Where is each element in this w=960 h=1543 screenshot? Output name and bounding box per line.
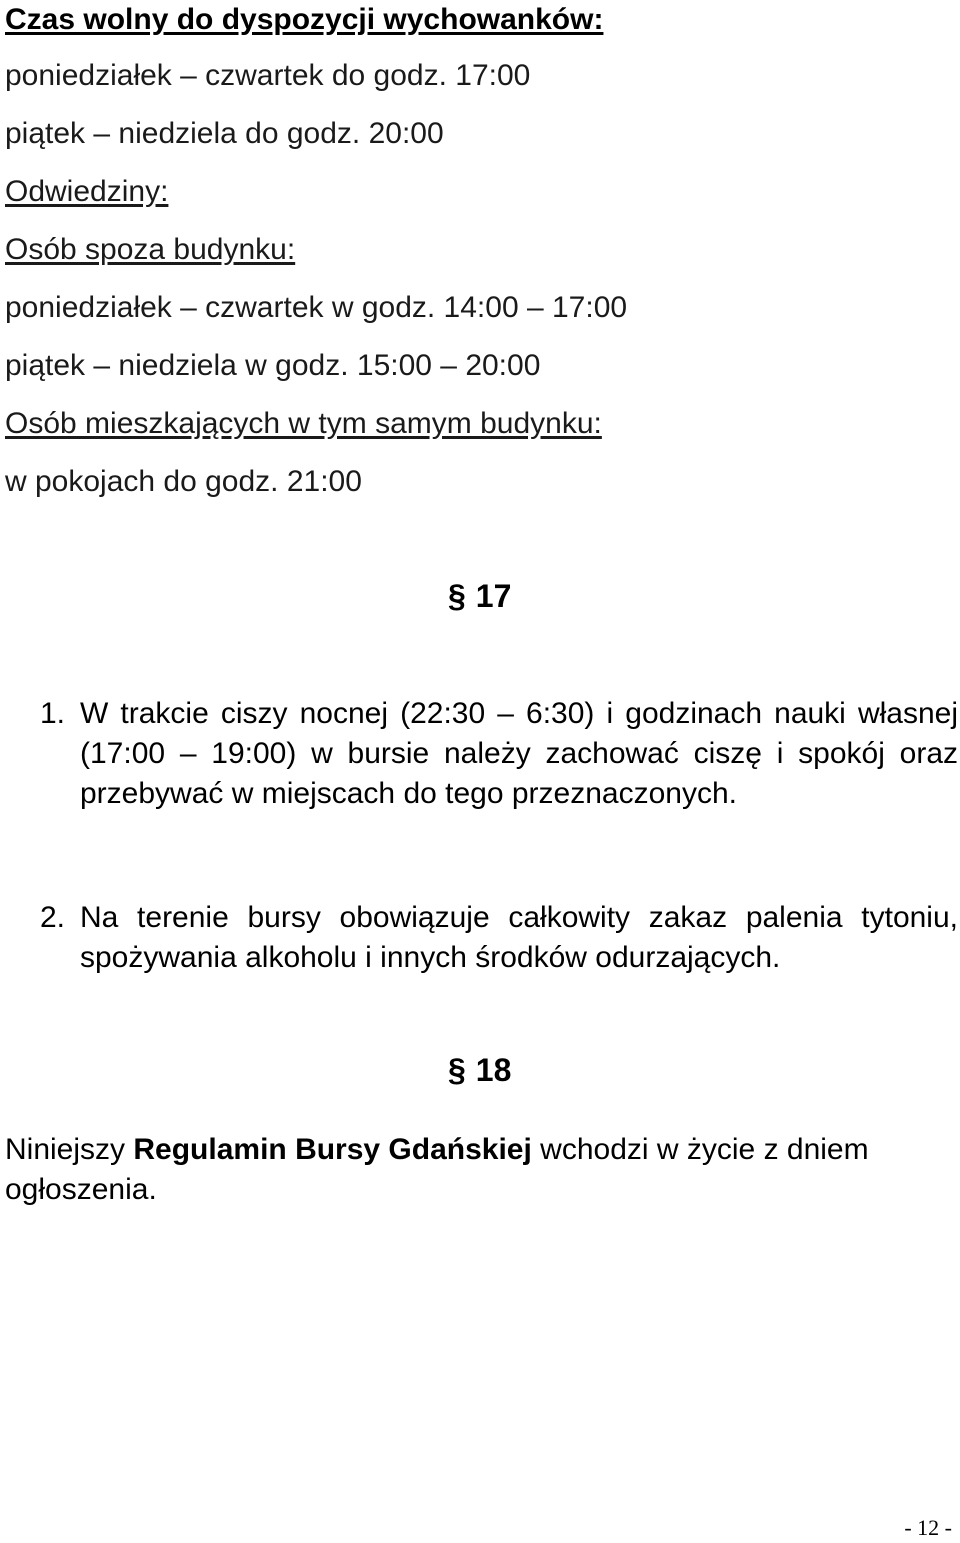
section-17-item-1 [40, 694, 958, 814]
visits-outside-weekend: piątek – niedziela w godz. 15:00 – 20:00 [5, 349, 541, 382]
free-time-line-weekdays: poniedziałek – czwartek do godz. 17:00 [5, 59, 531, 92]
section-17-heading [448, 578, 511, 615]
free-time-heading: Czas wolny do dyspozycji wychowanków: [5, 3, 604, 36]
free-time-line-weekend: piątek – niedziela do godz. 20:00 [5, 117, 444, 150]
section-18-number: 18 [475, 1052, 512, 1088]
final-clause [5, 1130, 905, 1210]
visits-residents-heading: Osób mieszkających w tym samym budynku: [5, 407, 602, 440]
section-17-number: 17 [475, 578, 512, 614]
item-number: 1. [40, 697, 66, 730]
section-symbol: § [448, 578, 466, 614]
section-17-item-2 [40, 898, 958, 978]
section-symbol: § [448, 1052, 466, 1088]
page-number: - 12 - [904, 1515, 952, 1540]
regulation-title: Regulamin Bursy Gdańskiej [133, 1133, 532, 1166]
visits-outside-heading: Osób spoza budynku: [5, 233, 296, 266]
item-text: W trakcie ciszy nocnej (22:30 – 6:30) i godzinach nauki własnej (17:00 – 19:00) w bursie należy zachować ciszę i spokój oraz przebywać w miejscach do tego przeznaczonych. [80, 697, 958, 810]
section-18-heading [448, 1052, 511, 1089]
item-number: 2. [40, 901, 66, 934]
final-clause-start: Niniejszy [5, 1133, 134, 1166]
visits-residents-line: w pokojach do godz. 21:00 [5, 465, 362, 498]
item-text: Na terenie bursy obowiązuje całkowity zakaz palenia tytoniu, spożywania alkoholu i innych środków odurzających. [80, 901, 958, 974]
final-clause-end: wchodzi w życie z dniem ogłoszenia. [5, 1133, 869, 1206]
visits-outside-weekdays: poniedziałek – czwartek w godz. 14:00 – 17:00 [5, 291, 628, 324]
visits-heading: Odwiedziny: [5, 175, 169, 208]
